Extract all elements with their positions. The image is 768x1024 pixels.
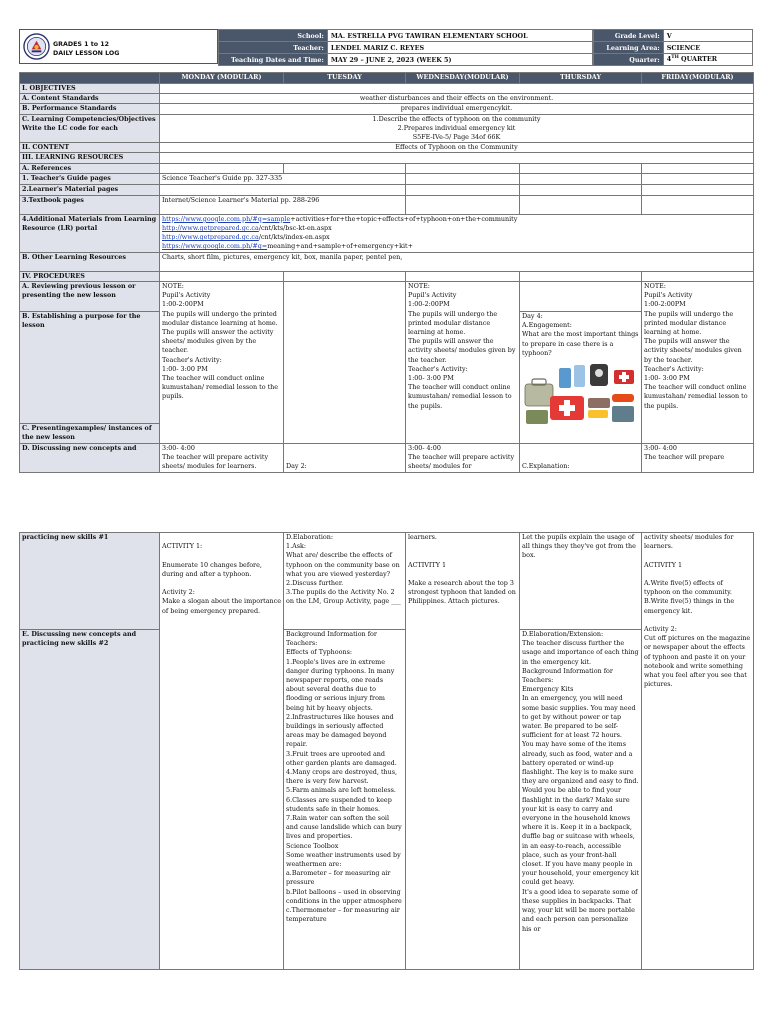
friday-activities: activity sheets/ modules for learners. ACTIVITY 1 A.Write five(5) effects of typhoon on the community. B.Write five(5) things in the emergency kit. Activity 2: Cut off pictures on the magazine or newspaper about the effects of typhoon and paste it on your notebook and write something what you feel after you see that pictures. — [642, 533, 754, 970]
textbook-pages-value: Internet/Science Learner's Material pp. 288-296 — [160, 195, 406, 214]
discussing-1-label-continued: practicing new skills #1 — [20, 533, 160, 630]
grade-info-table — [593, 29, 753, 66]
tg-pages-value: Science Teacher's Guide pp. 327-335 — [160, 173, 406, 184]
link-4[interactable]: https://www.google.com.ph/#q= — [162, 242, 268, 251]
content-label: II. CONTENT — [20, 143, 160, 153]
tuesday-elaboration: D.Elaboration: 1.Ask: What are/ describe the effects of typhoon on the community base on what you are viewed yesterday? 2.Discuss further. 3.The pupils do the Activity No. 2 on the LM, Group Activity, page ___ — [284, 533, 406, 630]
day-friday: FRIDAY(MODULAR) — [642, 73, 754, 84]
tg-pages-label: 1. Teacher's Guide pages — [20, 173, 160, 184]
references-label: A. References — [20, 163, 160, 173]
monday-procedure-note: NOTE: Pupil's Activity 1:00-2:00PM The pupils will undergo the printed modular distance learning at home. The pupils will answer the activity sheets/ modules given by the teacher. Teacher's Activity: 1:00- 3:00 PM The teacher will conduct online kumustahan/ remedial lesson to the pupils. — [160, 282, 284, 444]
area-value: SCIENCE — [663, 42, 752, 54]
logo-box — [19, 29, 218, 64]
presenting-examples-label: C. Presentingexamples/ instances of the new lesson — [20, 424, 160, 444]
resources-value — [160, 153, 754, 163]
dates-label: Teaching Dates and Time: — [219, 54, 328, 66]
content-standards-label: A. Content Standards — [20, 94, 160, 104]
friday-procedure-note: NOTE: Pupil's Activity 1:00-2:00PM The pupils will undergo the printed modular distance learning at home. The pupils will answer the activity sheets/ modules given by the teacher. Teacher's Activity: 1:00- 3:00 PM The teacher will conduct online kumustahan/ remedial lesson to the pupils. — [642, 282, 754, 444]
area-label: Learning Area: — [594, 42, 664, 54]
emergency-kit-image — [522, 360, 638, 428]
link-3-tail: /cnt/kts/index-en.aspx — [258, 233, 330, 242]
day-header-row — [20, 73, 754, 84]
day-header-blank — [20, 73, 160, 84]
additional-materials-label: 4.Additional Materials from Learning Resource (LR) portal — [20, 214, 160, 252]
thursday-procedure-a — [520, 282, 642, 312]
day-wednesday: WEDNESDAY(MODULAR) — [406, 73, 520, 84]
performance-standards-label: B. Performance Standards — [20, 104, 160, 114]
teacher-value: LENDEL MARIZ C. REYES — [327, 42, 592, 54]
teacher-label: Teacher: — [219, 42, 328, 54]
tuesday-background-info: Background Information for Teachers: Effects of Typhoons: 1.People's lives are in extreme danger during typhoons. In many newspaper reports, one reads about several deaths due to flooding or serious injury from being hit by heavy objects. 2.Infrastructures like houses and buildings in seriously affected areas may be damaged beyond repair. 3.Fruit trees are uprooted and other garden plants are damaged. 4.Many crops are destroyed, thus, there is very few harvest. 5.Farm animals are left homeless. 6.Classes are suspended to keep students safe in their homes. 7.Rain water can soften the soil and cause landslide which can bury lives and properties. Science Toolbox Some weather instruments used by weathermen are: a.Barometer – for measuring air pressure b.Pilot balloons – used in observing conditions in the upper atmosphere c.Thermometer – for measuring air temperature — [284, 630, 406, 970]
link-1[interactable]: https://www.google.com.ph/#q=sample — [162, 214, 291, 223]
monday-teacher-prep: 3:00- 4:00 The teacher will prepare activity sheets/ modules for learners. — [160, 444, 284, 473]
link-4-tail: meaning+and+sample+of+emergency+kit+ — [267, 242, 413, 251]
wednesday-activities: learners. ACTIVITY 1 Make a research about the top 3 strongest typhoon that landed on Philippines. Attach pictures. — [406, 533, 520, 970]
resources-label: III. LEARNING RESOURCES — [20, 153, 160, 163]
tuesday-day-label: Day 2: — [284, 444, 406, 473]
content-standards-value: weather disturbances and their effects on the environment. — [160, 94, 754, 104]
dates-value: MAY 29 – JUNE 2, 2023 (WEEK 5) — [327, 54, 592, 66]
deped-seal-icon — [23, 33, 50, 60]
link-2[interactable]: http://www.getprepared.gc.ca — [162, 224, 259, 233]
link-3[interactable]: http://www.getprepared.gc.ca — [162, 233, 259, 242]
lesson-log-table — [19, 72, 754, 473]
competencies-value: 1.Describe the effects of typhoon on the community 2.Prepares individual emergency kit S5FE-IVe-5/ Page 34of 66K — [160, 114, 754, 143]
objectives-label: I. OBJECTIVES — [20, 84, 160, 94]
quarter-value — [663, 54, 752, 66]
school-info-table — [218, 29, 593, 66]
day-thursday: THURSDAY — [520, 73, 642, 84]
header — [19, 29, 753, 64]
form-title-line1: GRADES 1 to 12 — [53, 41, 110, 48]
link-2-tail: /cnt/kts/bsc-kt-en.aspx — [258, 224, 332, 233]
thursday-engagement — [520, 312, 642, 444]
thursday-explanation-detail: Let the pupils explain the usage of all things they they've got from the box. — [520, 533, 642, 630]
thursday-elaboration-extension: D.Elaboration/Extension: The teacher discuss further the usage and importance of each thing in the emergency kit. Background Information for Teachers: Emergency Kits In an emergency, you will need some basic supplies. You may need to get by without power or tap water. Be prepared to be self-sufficient for at least 72 hours. You may have some of the items already, such as food, water and a battery operated or wind-up flashlight. The key is to make sure they are organized and easy to find. Would you be able to find your flashlight in the dark? Make sure your kit is easy to carry and everyone in the household knows where it is. Keep it in a backpack, duffle bag or suitcase with wheels, in an easy-to-reach, accessible place, such as your front-hall closet. If you have many people in your household, your emergency kit could get heavy. It's a good idea to separate some of these supplies in backpacks. That way, your kit will be more portable and each person can personalize his or — [520, 630, 642, 970]
day-tuesday: TUESDAY — [284, 73, 406, 84]
form-title-line2: DAILY LESSON LOG — [53, 50, 120, 57]
additional-materials-links — [160, 214, 754, 252]
wednesday-procedure-note: NOTE: Pupil's Activity 1:00-2:00PM The pupils will undergo the printed modular distance learning at home. The pupils will answer the activity sheets/ modules given by the teacher. Teacher's Activity: 1:00- 3:00 PM The teacher will conduct online kumustahan/ remedial lesson to the pupils. — [406, 282, 520, 444]
friday-teacher-prep: 3:00- 4:00 The teacher will prepare — [642, 444, 754, 473]
procedures-label: IV. PROCEDURES — [20, 271, 160, 281]
school-value: MA. ESTRELLA PVG TAWIRAN ELEMENTARY SCHOOL — [327, 30, 592, 42]
day-monday: MONDAY (MODULAR) — [160, 73, 284, 84]
quarter-number: 4 — [666, 55, 672, 64]
quarter-label: Quarter: — [594, 54, 664, 66]
grade-label: Grade Level: — [594, 30, 664, 42]
textbook-pages-label: 3.Textbook pages — [20, 195, 160, 214]
link-1-tail: +activities+for+the+topic+effects+of+typhoon+on+the+community — [290, 214, 518, 223]
content-value: Effects of Typhoon on the Community — [160, 143, 754, 153]
tuesday-procedure-abc — [284, 282, 406, 444]
reviewing-label: A. Reviewing previous lesson or presenting the new lesson — [20, 282, 160, 312]
objectives-value — [160, 84, 754, 94]
thursday-explanation: C.Explanation: — [520, 444, 642, 473]
monday-activities: ACTIVITY 1: Enumerate 10 changes before, during and after a typhoon. Activity 2: Make a slogan about the importance of being emergency prepared. — [160, 533, 284, 970]
discussing-2-label: E. Discussing new concepts and practicing new skills #2 — [20, 630, 160, 970]
quarter-word: QUARTER — [678, 55, 718, 64]
other-resources-value: Charts, short film, pictures, emergency kit, box, manila paper, pentel pen, — [160, 252, 754, 271]
school-label: School: — [219, 30, 328, 42]
other-resources-label: B. Other Learning Resources — [20, 252, 160, 271]
lm-pages-label: 2.Learner's Material pages — [20, 184, 160, 195]
performance-standards-value: prepares individual emergencykit. — [160, 104, 754, 114]
wednesday-teacher-prep: 3:00- 4:00 The teacher will prepare activity sheets/ modules for — [406, 444, 520, 473]
thursday-engagement-text: Day 4: A.Engagement: What are the most important things to prepare in case there is a typhoon? — [522, 312, 639, 357]
competencies-label: C. Learning Competencies/Objectives Write the LC code for each — [20, 114, 160, 143]
discussing-1-label: D. Discussing new concepts and — [20, 444, 160, 473]
purpose-label: B. Establishing a purpose for the lesson — [20, 312, 160, 424]
grade-value: V — [663, 30, 752, 42]
lesson-log-table-continued — [19, 532, 754, 970]
quarter-suffix: TH — [671, 55, 679, 61]
form-title — [53, 40, 119, 58]
